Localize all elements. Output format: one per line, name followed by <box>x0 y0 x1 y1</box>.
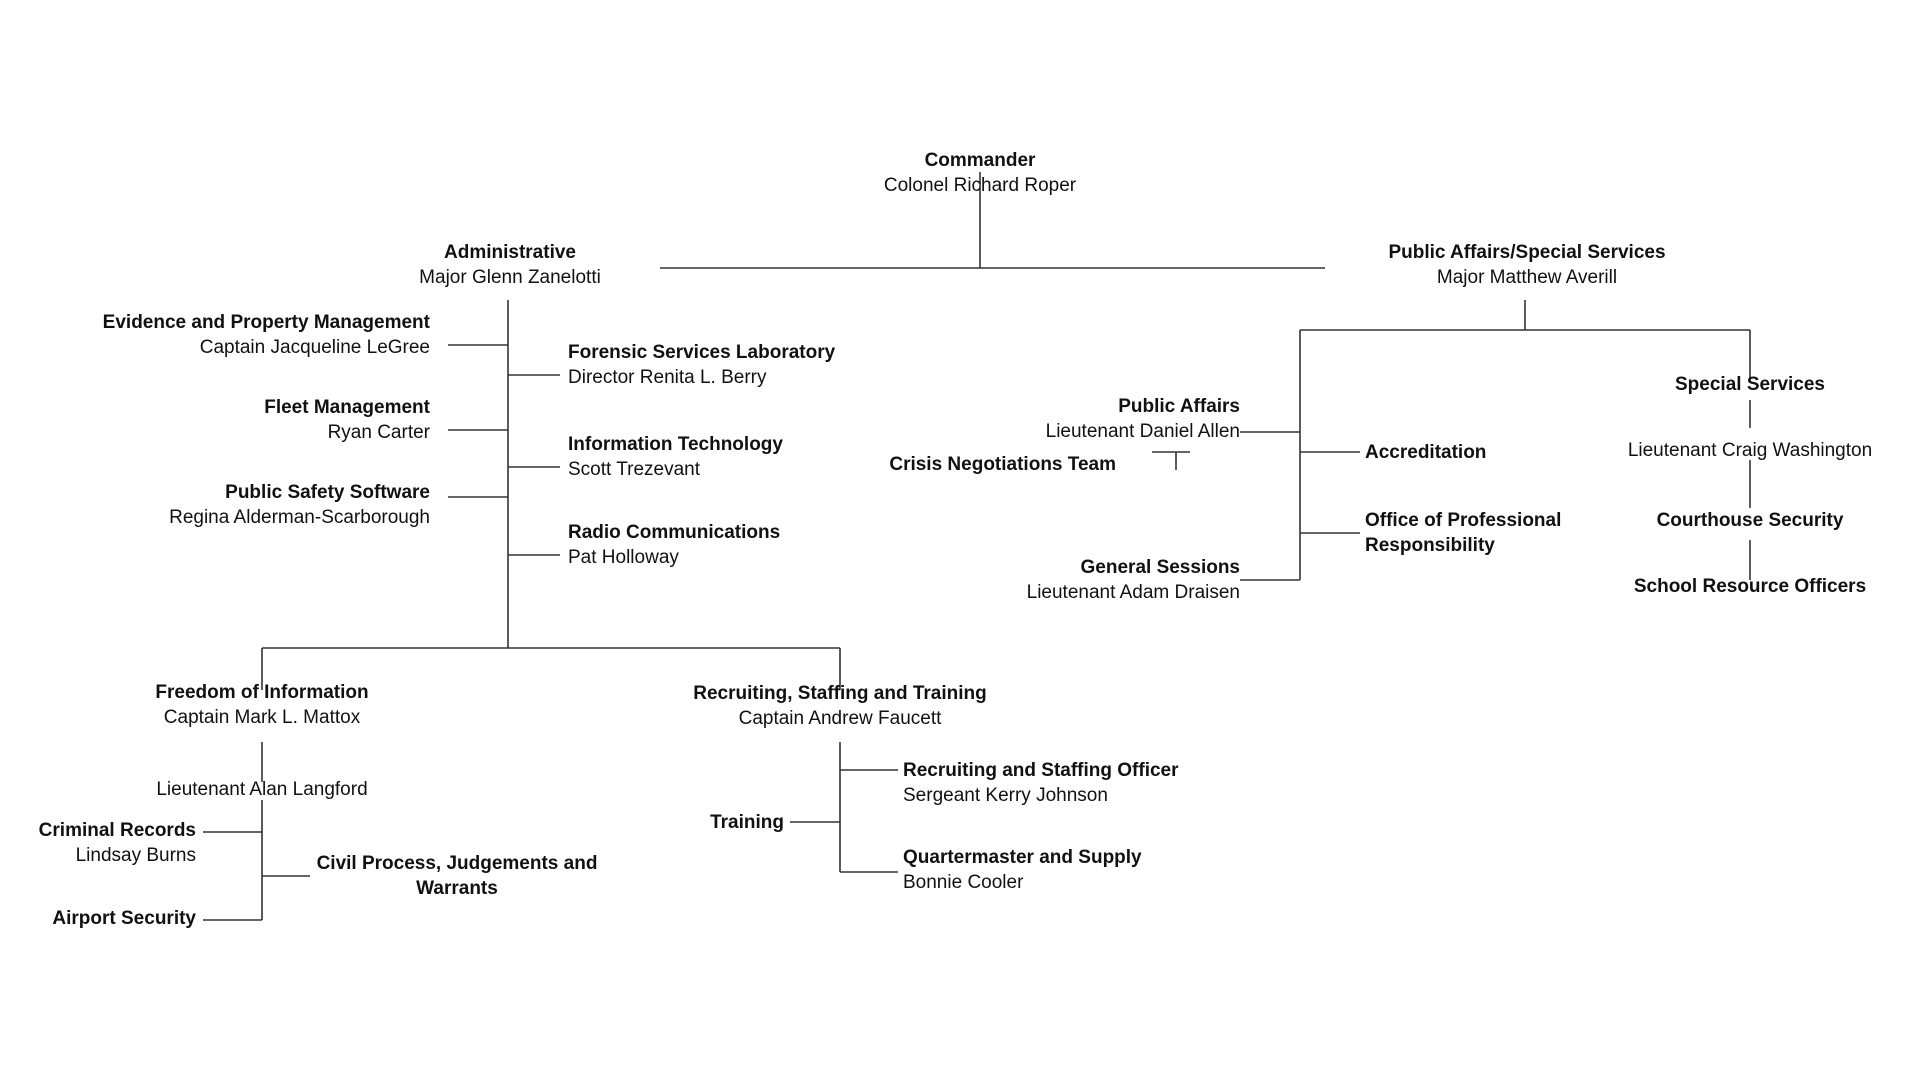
node-title: Criminal Records <box>38 820 196 841</box>
node-general-sessions[interactable] <box>1027 555 1240 605</box>
node-evidence-and-property-management[interactable] <box>103 310 430 360</box>
node-title: Office of Professional Responsibility <box>1365 510 1562 556</box>
node-title: Accreditation <box>1365 442 1487 463</box>
node-public-affairs-special-services[interactable] <box>1388 240 1665 290</box>
node-person: Lieutenant Daniel Allen <box>1045 421 1240 442</box>
node-person: Sergeant Kerry Johnson <box>903 785 1108 806</box>
node-recruiting-and-staffing-officer[interactable] <box>903 758 1179 808</box>
node-person: Pat Holloway <box>568 547 679 568</box>
node-title: Recruiting and Staffing Officer <box>903 760 1179 781</box>
node-title: Civil Process, Judgements and Warrants <box>316 853 598 899</box>
node-information-technology[interactable] <box>568 432 783 482</box>
node-accreditation[interactable] <box>1365 440 1486 465</box>
node-person: Director Renita L. Berry <box>568 367 767 388</box>
node-forensic-services-laboratory[interactable] <box>568 340 835 390</box>
node-courthouse-security[interactable] <box>1657 508 1844 533</box>
node-crisis-negotiations-team[interactable] <box>876 452 1116 477</box>
node-title: Information Technology <box>568 434 783 455</box>
node-title: General Sessions <box>1080 557 1240 578</box>
node-person: Lieutenant Adam Draisen <box>1026 582 1240 603</box>
node-person: Captain Jacqueline LeGree <box>199 337 430 358</box>
node-training[interactable] <box>710 810 784 835</box>
node-title: Public Affairs <box>1118 396 1240 417</box>
node-title: Airport Security <box>52 908 196 929</box>
node-title: Commander <box>924 150 1036 171</box>
node-title: Forensic Services Laboratory <box>568 342 836 363</box>
node-public-safety-software[interactable] <box>169 480 430 530</box>
node-title: Quartermaster and Supply <box>903 847 1142 868</box>
node-quartermaster-and-supply[interactable] <box>903 845 1142 895</box>
node-person: Major Glenn Zanelotti <box>419 267 601 288</box>
node-fleet-management[interactable] <box>264 395 430 445</box>
node-person: Lindsay Burns <box>75 845 196 866</box>
node-radio-communications[interactable] <box>568 520 780 570</box>
node-person: Captain Andrew Faucett <box>738 708 942 729</box>
node-title: Public Affairs/Special Services <box>1388 242 1666 263</box>
node-title: Freedom of Information <box>155 682 369 703</box>
node-title: Training <box>710 812 784 833</box>
node-person: Major Matthew Averill <box>1436 267 1618 288</box>
node-title: Public Safety Software <box>225 482 430 503</box>
node-recruiting-staffing-and-training[interactable] <box>693 681 986 731</box>
node-person: Colonel Richard Roper <box>883 175 1077 196</box>
node-criminal-records[interactable] <box>39 818 196 868</box>
node-special-services-person[interactable] <box>1628 438 1872 463</box>
node-title: Courthouse Security <box>1656 510 1844 531</box>
node-administrative[interactable] <box>419 240 601 290</box>
node-public-affairs[interactable] <box>1046 394 1240 444</box>
node-school-resource-officers[interactable] <box>1634 574 1866 599</box>
node-foi-lieutenant[interactable] <box>156 777 367 802</box>
node-airport-security[interactable] <box>52 906 196 931</box>
node-civil-process-judgements-and-warrants[interactable] <box>307 851 607 901</box>
node-title: Fleet Management <box>264 397 430 418</box>
node-person: Lieutenant Alan Langford <box>156 779 368 800</box>
node-person: Captain Mark L. Mattox <box>163 707 361 728</box>
node-person: Lieutenant Craig Washington <box>1627 440 1873 461</box>
node-title: Radio Communications <box>568 522 781 543</box>
node-title: Evidence and Property Management <box>102 312 430 333</box>
node-person: Scott Trezevant <box>568 459 701 480</box>
node-title: Administrative <box>444 242 576 263</box>
node-title: Crisis Negotiations Team <box>889 454 1116 475</box>
node-person: Regina Alderman-Scarborough <box>169 507 430 528</box>
node-office-of-professional-responsibility[interactable] <box>1365 508 1610 558</box>
node-title: Recruiting, Staffing and Training <box>693 683 987 704</box>
node-person: Ryan Carter <box>327 422 430 443</box>
node-freedom-of-information[interactable] <box>155 680 368 730</box>
node-person: Bonnie Cooler <box>903 872 1024 893</box>
node-special-services[interactable] <box>1675 372 1825 397</box>
node-title: School Resource Officers <box>1633 576 1867 597</box>
node-commander[interactable] <box>884 148 1076 198</box>
node-title: Special Services <box>1675 374 1825 395</box>
